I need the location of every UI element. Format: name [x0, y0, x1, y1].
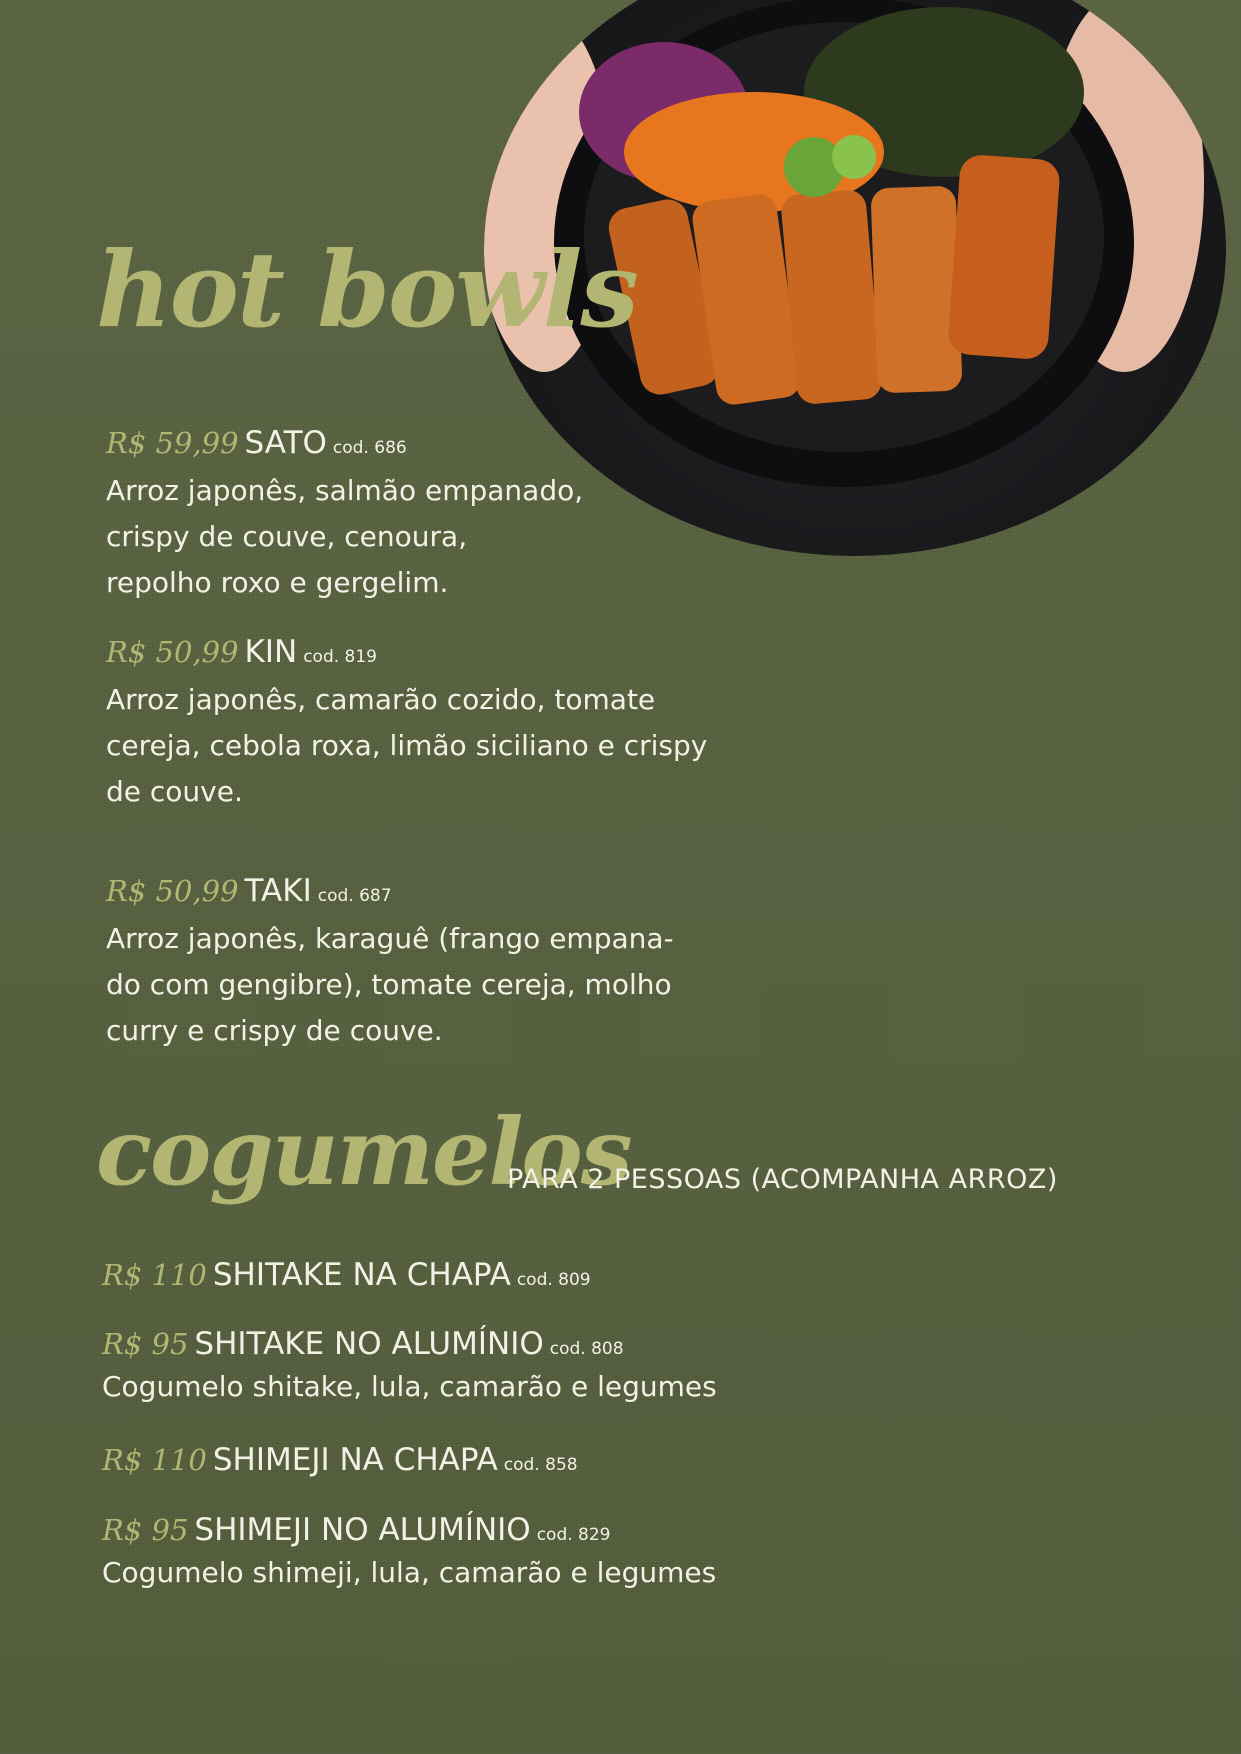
item-name: SHITAKE NA CHAPA [212, 1257, 511, 1293]
cogumelos-title: cogumelos [96, 1098, 631, 1206]
item-price: R$ 95 [102, 1513, 189, 1547]
item-name: SHITAKE NO ALUMÍNIO [194, 1326, 544, 1362]
menu-item-kin [106, 634, 708, 815]
item-code: cod. 829 [536, 1525, 611, 1545]
item-price: R$ 50,99 [106, 874, 239, 908]
item-description: Arroz japonês, salmão empanado, crispy de couve, cenoura, repolho roxo e gergelim. [106, 474, 584, 599]
item-price: R$ 59,99 [106, 426, 239, 460]
item-price: R$ 110 [102, 1258, 207, 1292]
item-description: Arroz japonês, camarão cozido, tomate cereja, cebola roxa, limão siciliano e crispy de couve. [106, 683, 708, 808]
item-name: KIN [244, 634, 298, 670]
menu-item-shitake-chapa [102, 1257, 591, 1293]
item-name: SATO [244, 425, 327, 461]
item-description: Cogumelo shitake, lula, camarão e legumes [102, 1370, 717, 1403]
item-price: R$ 95 [102, 1327, 189, 1361]
green-onion [832, 135, 876, 179]
item-code: cod. 858 [503, 1455, 578, 1475]
menu-item-sato [106, 425, 584, 606]
item-code: cod. 687 [317, 886, 392, 906]
menu-item-shitake-aluminio [102, 1326, 717, 1410]
item-name: SHIMEJI NA CHAPA [212, 1442, 498, 1478]
cutlet-slice [947, 154, 1061, 360]
item-price: R$ 110 [102, 1443, 207, 1477]
item-description: Cogumelo shimeji, lula, camarão e legumes [102, 1556, 717, 1589]
item-name: TAKI [244, 873, 312, 909]
item-description: Arroz japonês, karaguê (frango empana- do com gengibre), tomate cereja, molho curry e crispy de couve. [106, 922, 674, 1047]
cogumelos-subtitle: PARA 2 PESSOAS (ACOMPANHA ARROZ) [507, 1164, 1058, 1195]
item-name: SHIMEJI NO ALUMÍNIO [194, 1512, 531, 1548]
menu-item-shimeji-aluminio [102, 1512, 717, 1596]
hot-bowls-title: hot bowls [96, 228, 637, 351]
cutlet-slice [870, 186, 962, 394]
menu-item-taki [106, 873, 674, 1054]
menu-item-shimeji-chapa [102, 1442, 578, 1478]
item-code: cod. 809 [516, 1270, 591, 1290]
item-code: cod. 819 [303, 647, 377, 667]
item-code: cod. 686 [332, 438, 407, 458]
item-code: cod. 808 [549, 1339, 624, 1359]
item-price: R$ 50,99 [106, 635, 239, 669]
